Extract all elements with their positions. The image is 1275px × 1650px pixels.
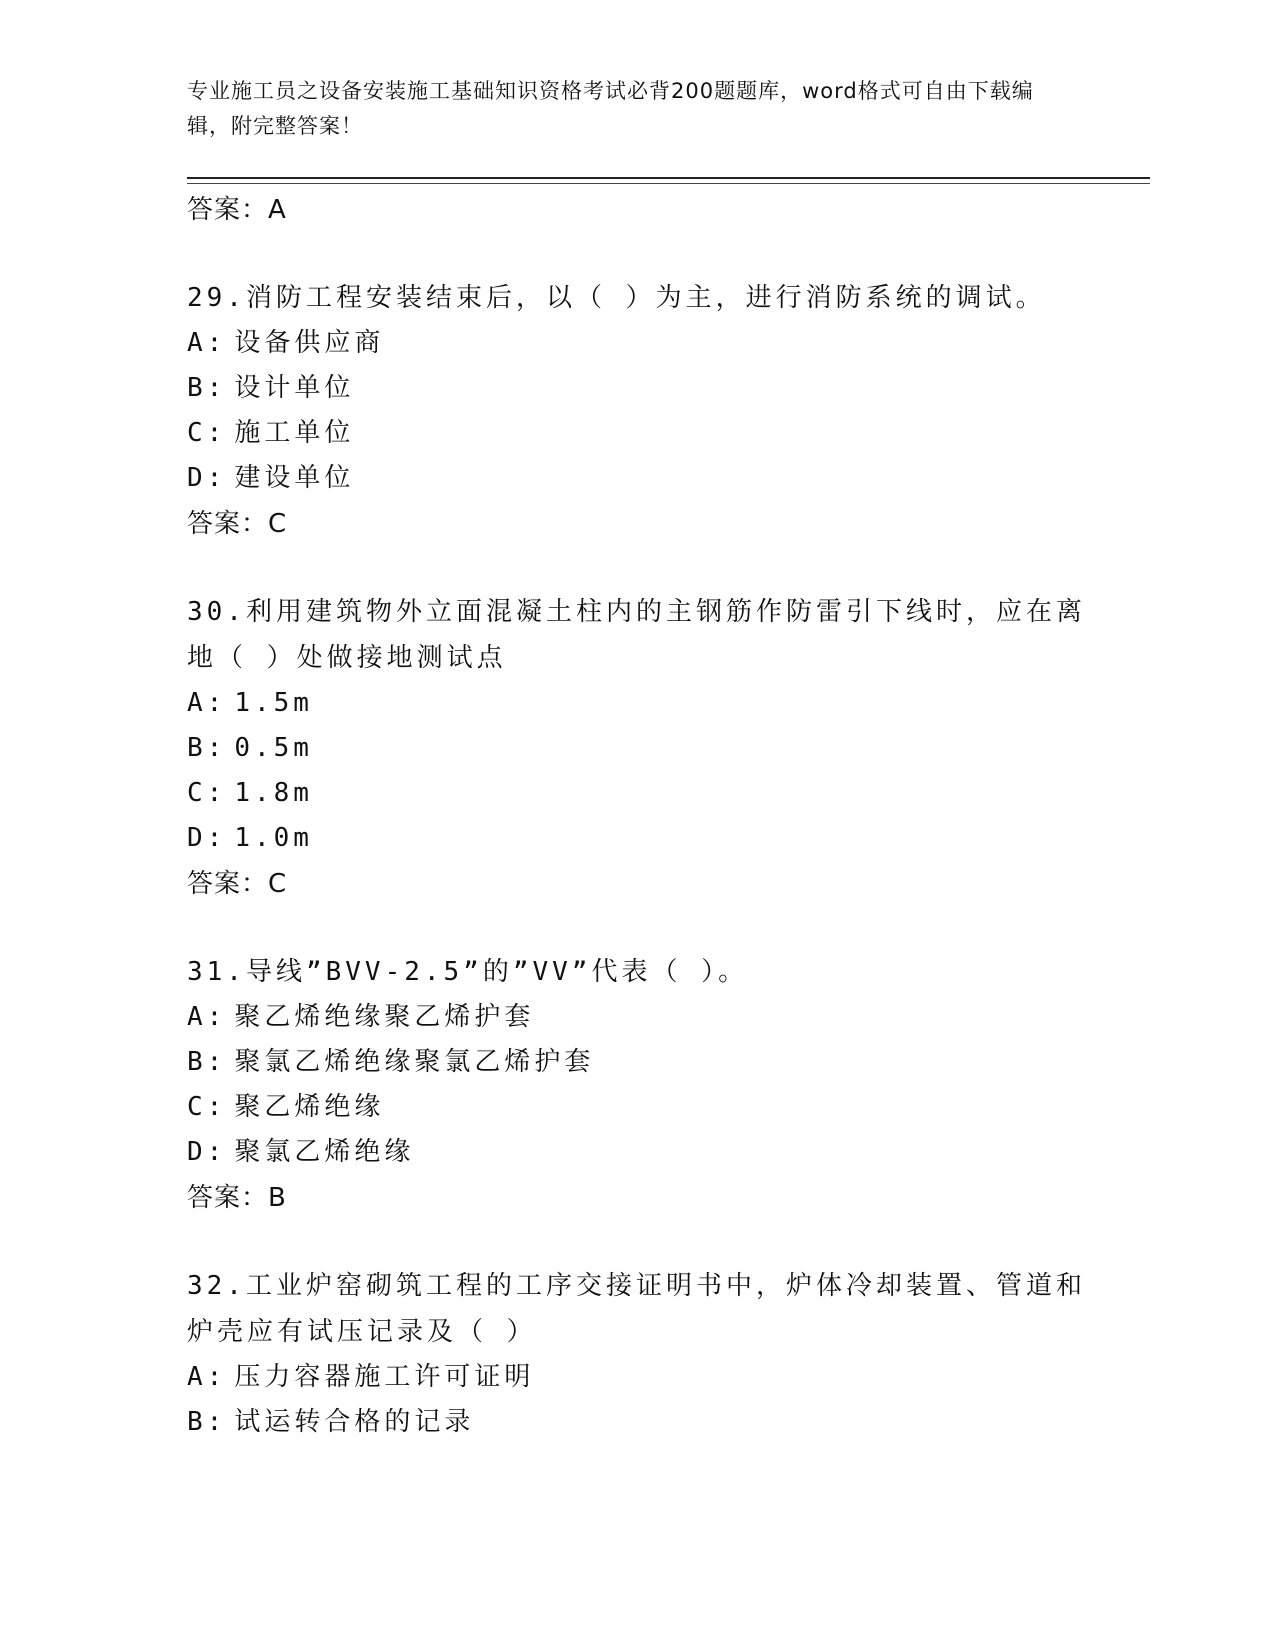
option-label: 建设单位 — [234, 463, 355, 493]
option-b — [187, 366, 1087, 411]
option-key: C: — [187, 418, 227, 448]
option-key: A: — [187, 328, 227, 358]
question-list — [187, 187, 1087, 1445]
answer-line: 答案：B — [187, 1183, 287, 1213]
option-c — [187, 1085, 1087, 1130]
answer-line: 答案：A — [187, 195, 287, 225]
option-d — [187, 816, 1087, 861]
option-label: 0.5m — [234, 733, 313, 763]
question-text: 29.消防工程安装结束后，以（ ）为主，进行消防系统的调试。 — [187, 283, 1046, 313]
option-key: B: — [187, 1047, 227, 1077]
answer-line: 答案：C — [187, 509, 288, 539]
question-text: 32.工业炉窑砌筑工程的工序交接证明书中，炉体冷却装置、管道和炉壳应有试压记录及（ ） — [187, 1271, 1086, 1347]
option-key: C: — [187, 1092, 227, 1122]
option-key: B: — [187, 733, 227, 763]
question-text: 30.利用建筑物外立面混凝土柱内的主钢筋作防雷引下线时，应在离地（ ）处做接地测试点 — [187, 597, 1086, 673]
question-29 — [187, 275, 1087, 547]
option-key: D: — [187, 823, 227, 853]
option-label: 1.5m — [234, 688, 313, 718]
option-b — [187, 726, 1087, 771]
header-rule-thick — [187, 177, 1150, 179]
option-d — [187, 1130, 1087, 1175]
option-a — [187, 681, 1087, 726]
option-a — [187, 995, 1087, 1040]
option-label: 设备供应商 — [234, 328, 385, 358]
option-key: D: — [187, 1137, 227, 1167]
option-label: 设计单位 — [234, 373, 355, 403]
option-c — [187, 771, 1087, 816]
option-b — [187, 1040, 1087, 1085]
option-key: D: — [187, 463, 227, 493]
option-a — [187, 321, 1087, 366]
option-label: 聚乙烯绝缘聚乙烯护套 — [234, 1002, 535, 1032]
option-label: 聚乙烯绝缘 — [234, 1092, 385, 1122]
option-key: A: — [187, 1002, 227, 1032]
option-key: C: — [187, 778, 227, 808]
option-key: A: — [187, 1362, 227, 1392]
option-c — [187, 411, 1087, 456]
header-rule-thin — [187, 183, 1150, 184]
option-key: B: — [187, 373, 227, 403]
option-label: 压力容器施工许可证明 — [234, 1362, 535, 1392]
option-label: 聚氯乙烯绝缘 — [234, 1137, 415, 1167]
option-key: A: — [187, 688, 227, 718]
option-label: 施工单位 — [234, 418, 355, 448]
option-key: B: — [187, 1407, 227, 1437]
question-30 — [187, 589, 1087, 907]
option-a — [187, 1355, 1087, 1400]
option-b — [187, 1400, 1087, 1445]
option-label: 聚氯乙烯绝缘聚氯乙烯护套 — [234, 1047, 595, 1077]
option-label: 1.8m — [234, 778, 313, 808]
option-d — [187, 456, 1087, 501]
option-label: 1.0m — [234, 823, 313, 853]
question-32 — [187, 1263, 1087, 1445]
answer-line: 答案：C — [187, 869, 288, 899]
question-31 — [187, 949, 1087, 1221]
option-label: 试运转合格的记录 — [234, 1407, 475, 1437]
document-header: 专业施工员之设备安装施工基础知识资格考试必背200题题库，word格式可自由下载编辑，附完整答案！ — [187, 79, 1034, 138]
question-text: 31.导线”BVV-2.5”的”VV”代表（ ）。 — [187, 957, 749, 987]
